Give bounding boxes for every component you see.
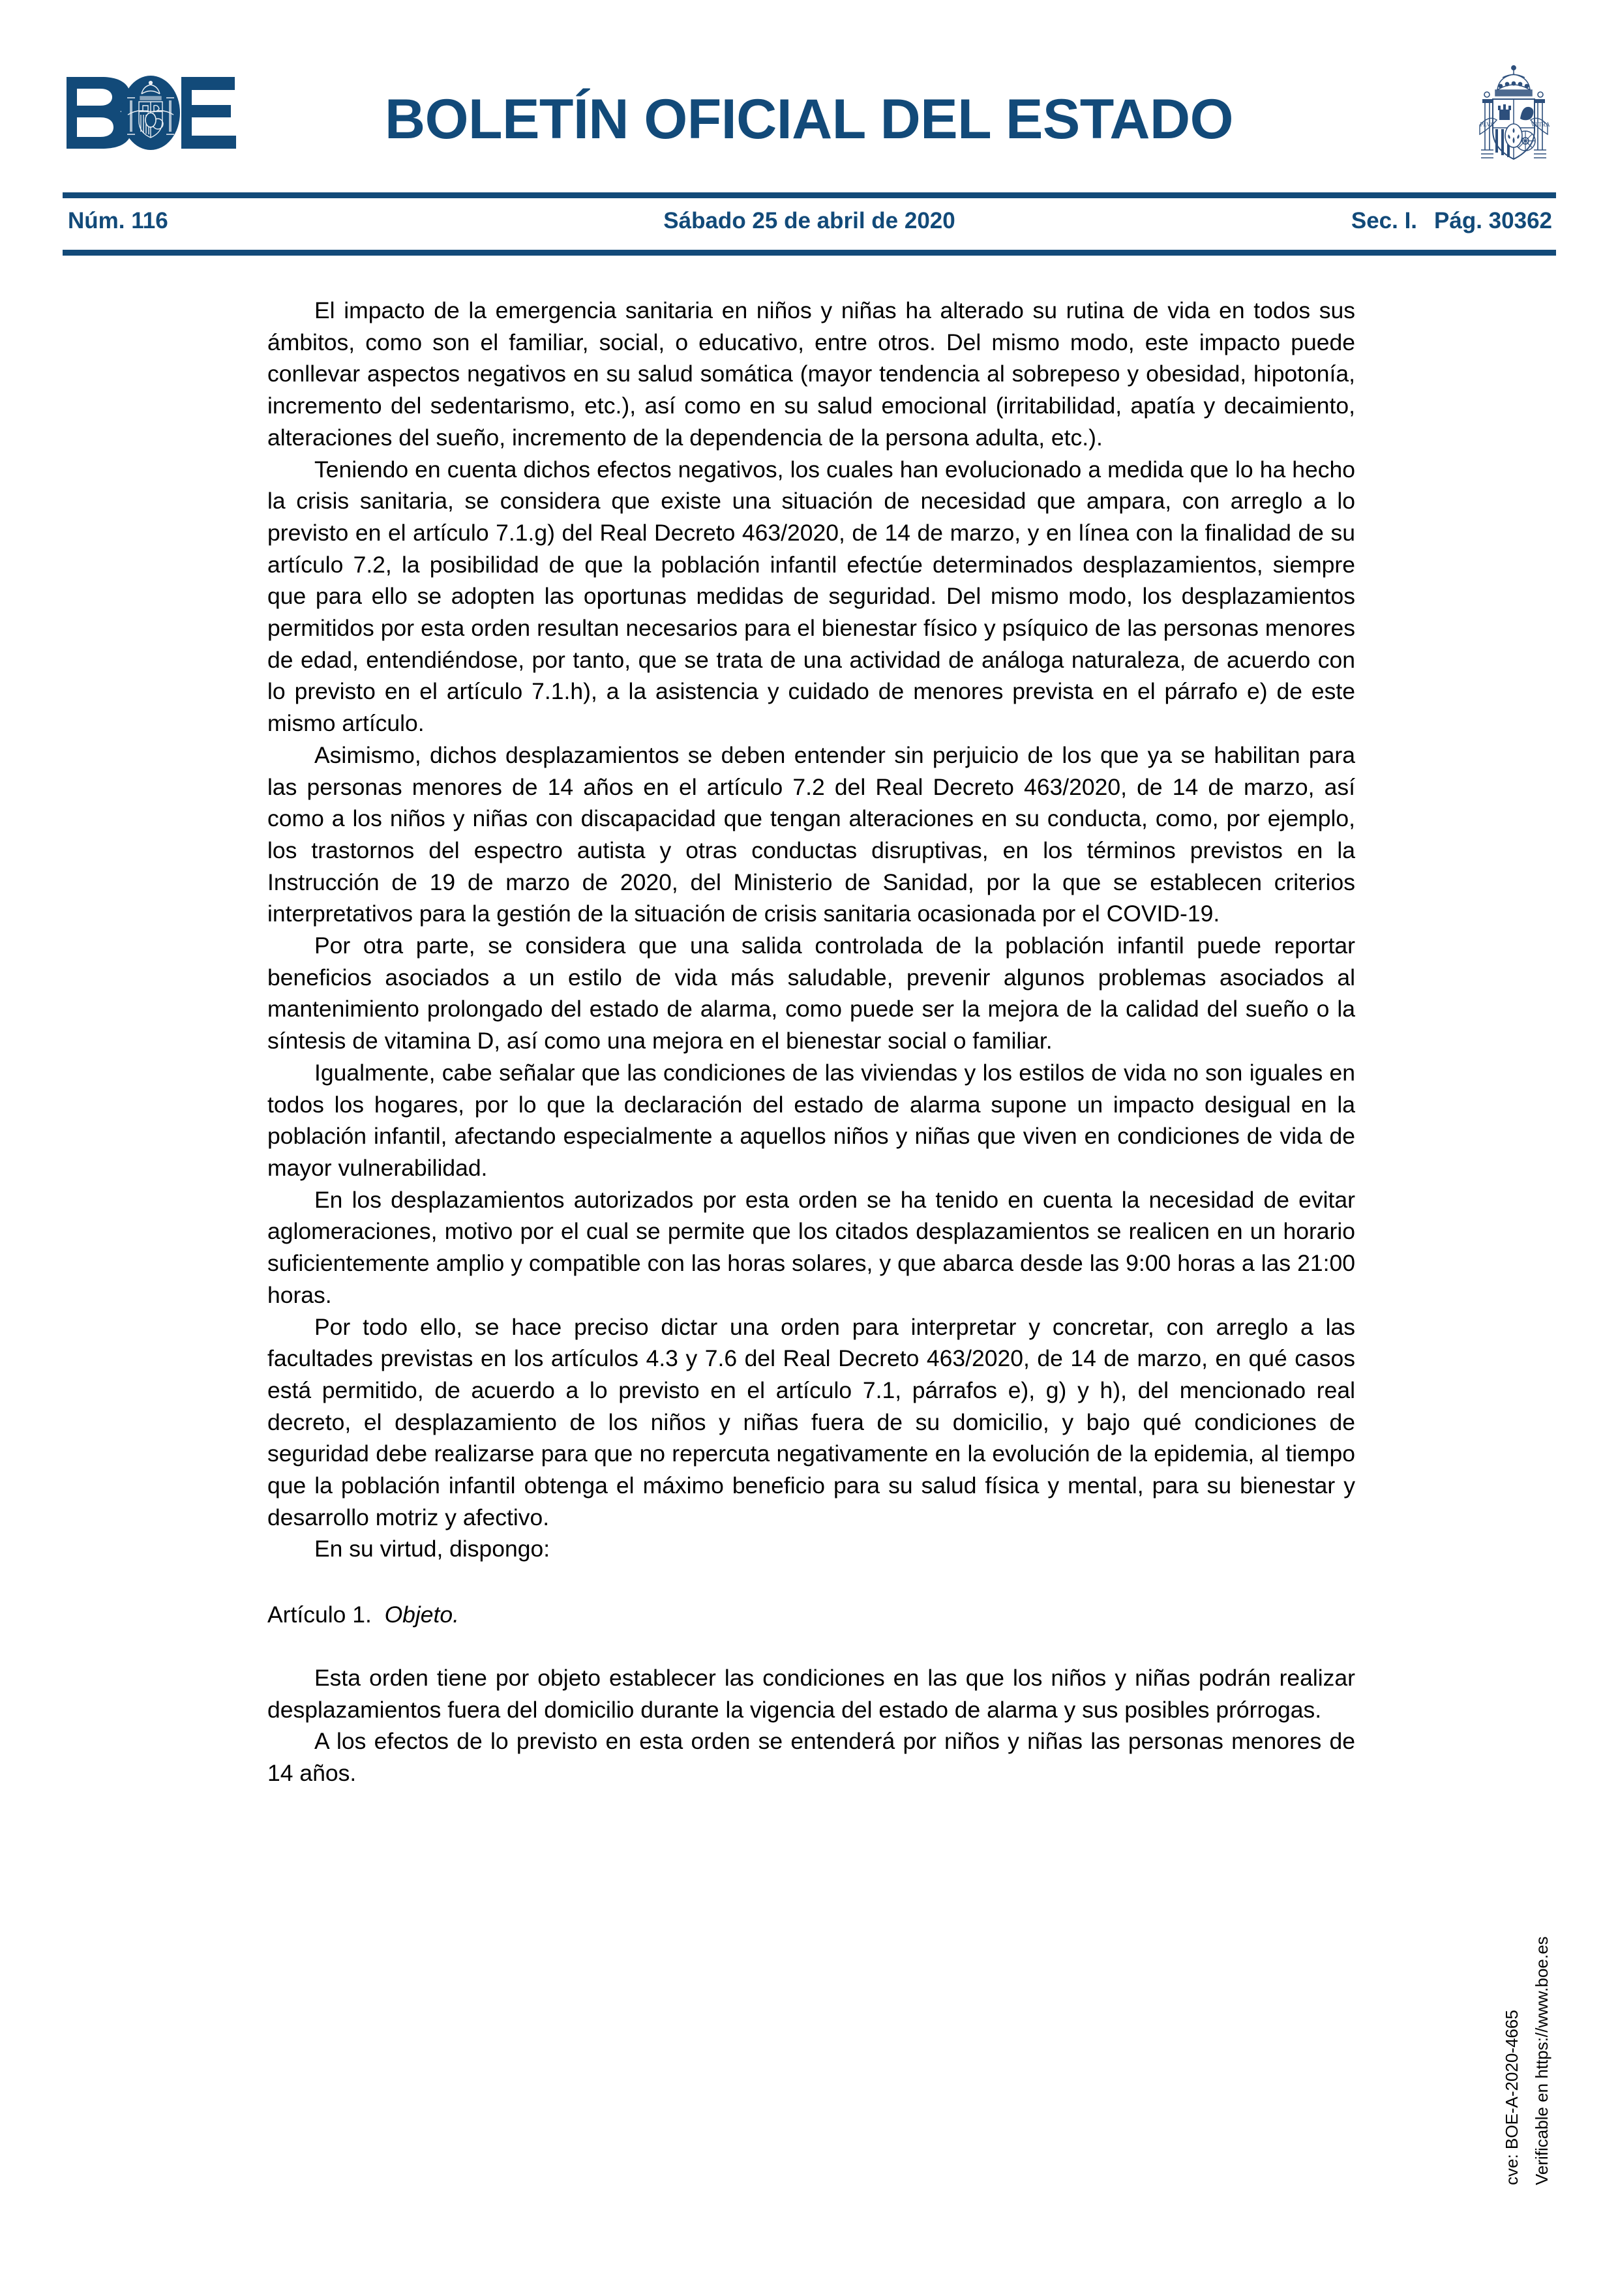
issue-number: Núm. 116 <box>68 208 168 233</box>
paragraph: El impacto de la emergencia sanitaria en niños y niñas ha alterado su rutina de vida en todos sus ámbitos, como son el familiar, social, o educativo, entre otros. Del mismo modo, este impacto puede conllevar aspectos negativos en su salud somática (mayor tendencia al sobrepeso y obesidad, hipotonía, incremento del sedentarismo, etc.), así como en su salud emocional (irritabilidad, apatía y decaimiento, alteraciones del sueño, incremento de la dependencia de la persona adulta, etc.). <box>267 297 1355 451</box>
article-number: Artículo 1. <box>267 1602 372 1628</box>
issue-date: Sábado 25 de abril de 2020 <box>663 208 955 233</box>
issue-header <box>63 199 1556 246</box>
paragraph: Igualmente, cabe señalar que las condiciones de las viviendas y los estilos de vida no son iguales en todos los hogares, por lo que la declaración del estado de alarma supone un impacto desigual en la población infantil, afectando especialmente a aquellos niños y niñas que viven en condiciones de vida de mayor vulnerabilidad. <box>267 1059 1355 1181</box>
paragraph: Por todo ello, se hace preciso dictar una orden para interpretar y concretar, con arreglo a las facultades previstas en los artículos 4.3 y 7.6 del Real Decreto 463/2020, de 14 de marzo, en qué casos está permitido, de acuerdo a lo previsto en el artículo 7.1, párrafos e), g) y h), del mencionado real decreto, el desplazamiento de los niños y niñas fuera de su domicilio, y bajo qué condiciones de seguridad debe realizarse para que no repercuta negativamente en la evolución de la epidemia, al tiempo que la población infantil obtenga el máximo beneficio para su salud física y mental, para su bienestar y desarrollo motriz y afectivo. <box>267 1313 1355 1530</box>
article-heading-spacer <box>372 1602 385 1628</box>
paragraph: Teniendo en cuenta dichos efectos negativos, los cuales han evolucionado a medida que lo ha hecho la crisis sanitaria, se considera que existe una situación de necesidad que ampara, con arreglo a lo previsto en el artículo 7.1.g) del Real Decreto 463/2020, de 14 de marzo, y en línea con la finalidad de su artículo 7.2, la posibilidad de que la población infantil efectúe determinados desplazamientos, siempre que para ello se adopten las oportunas medidas de seguridad. Del mismo modo, los desplazamientos permitidos por esta orden resultan necesarios para el bienestar físico y psíquico de las personas menores de edad, entendiéndose, por tanto, que se trata de una actividad de análoga naturaleza, de acuerdo con lo previsto en el artículo 7.1.h), a la asistencia y cuidado de menores prevista en el párrafo e) de este mismo artículo. <box>267 456 1355 737</box>
margin-notes <box>1499 1794 1578 2185</box>
paragraph: Esta orden tiene por objeto establecer las condiciones en las que los niños y niñas podrán realizar desplazamientos fuera del domicilio durante la vigencia del estado de alarma y sus posibles prórrogas. <box>267 1664 1355 1723</box>
svg-text:PLVS: PLVS <box>1480 121 1494 128</box>
spain-coat-of-arms-icon <box>1465 63 1562 167</box>
header-rule-bottom <box>63 250 1556 256</box>
paragraph: En su virtud, dispongo: <box>314 1536 550 1562</box>
section-label: Sec. I. <box>1351 208 1418 233</box>
header-rule-top <box>63 192 1556 198</box>
page-title: BOLETÍN OFICIAL DEL ESTADO <box>385 88 1233 151</box>
section-and-page <box>1351 208 1552 234</box>
article-title: Objeto. <box>384 1602 460 1628</box>
cve-identifier: cve: BOE-A-2020-4665 <box>1502 2010 1521 2185</box>
paragraph: A los efectos de lo previsto en esta orden se entenderá por niños y niñas las personas menores de 14 años. <box>267 1728 1355 1786</box>
article-heading <box>267 1599 1355 1631</box>
spacer <box>267 1565 1355 1599</box>
paragraph: Por otra parte, se considera que una salida controlada de la población infantil puede reportar beneficios asociados a un estilo de vida más saludable, prevenir algunos problemas asociados al mantenimiento prolongado del estado de alarma, como puede ser la mejora de la calidad del sueño o la síntesis de vitamina D, así como una mejora en el bienestar social o familiar. <box>267 932 1355 1054</box>
masthead <box>0 0 1618 188</box>
verification-url: Verificable en https://www.boe.es <box>1532 1936 1551 2185</box>
paragraph: En los desplazamientos autorizados por esta orden se ha tenido en cuenta la necesidad de evitar aglomeraciones, motivo por el cual se permite que los citados desplazamientos se realicen en un horario suficientemente amplio y compatible con las horas solares, y que abarca desde las 9:00 horas a las 21:00 horas. <box>267 1186 1355 1308</box>
paragraph: Asimismo, dichos desplazamientos se deben entender sin perjuicio de los que ya se habilitan para las personas menores de 14 años en el artículo 7.2 del Real Decreto 463/2020, de 14 de marzo, así como a los niños y niñas con discapacidad que tengan alteraciones en su conducta, como, por ejemplo, los trastornos del espectro autista y otras conductas disruptivas, en los términos previstos en la Instrucción de 19 de marzo de 2020, del Ministerio de Sanidad, por la que se establecen criterios interpretativos para la gestión de la situación de crisis sanitaria ocasionada por el COVID-19. <box>267 741 1355 927</box>
document-body <box>267 295 1355 1789</box>
page-number-label: Pág. 30362 <box>1434 208 1552 233</box>
svg-text:VLTRA: VLTRA <box>1531 121 1550 128</box>
spacer <box>267 1631 1355 1662</box>
